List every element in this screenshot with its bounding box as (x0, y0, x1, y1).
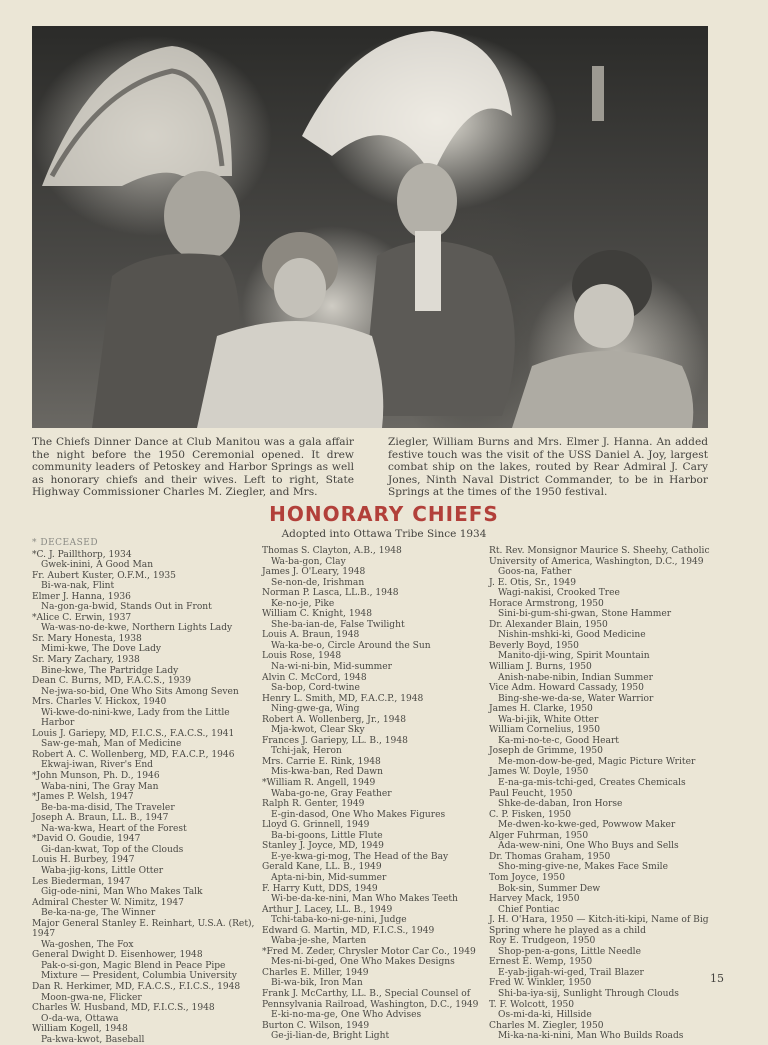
chief-name: Burton C. Wilson, 1949 (262, 1020, 370, 1031)
chief-entry (32, 898, 264, 919)
chief-name: Sr. Mary Honesta, 1938 (32, 633, 142, 644)
tribal-name: Be-ka-na-ge, The Winner (41, 908, 156, 919)
tribal-name: Moon-gwa-ne, Flicker (41, 992, 142, 1003)
tribal-name: Mja-kwot, Clear Sky (271, 725, 365, 736)
chief-name: Edward G. Martin, MD, F.I.C.S., 1949 (262, 925, 435, 936)
tribal-name: Me-mon-dow-be-ged, Magic Picture Writer (498, 756, 696, 767)
chief-name: C. P. Fisken, 1950 (489, 809, 572, 820)
tribal-name: She-ba-ian-de, False Twilight (271, 619, 405, 630)
chief-name: *C. J. Paillthorp, 1934 (32, 549, 132, 560)
tribal-name: E-na-ga-mis-tchi-ged, Creates Chemicals (498, 778, 686, 789)
chief-name: Robert A. C. Wollenberg, MD, F.A.C.P., 1946 (32, 749, 235, 760)
chief-name: William Cornelius, 1950 (489, 725, 601, 736)
chief-entry (32, 877, 264, 898)
tribal-name: Ada-wew-nini, One Who Buys and Sells (498, 841, 679, 852)
chief-entry (32, 834, 264, 855)
tribal-name: Manito-dji-wing, Spirit Mountain (498, 651, 650, 662)
chief-name: Robert A. Wollenberg, Jr., 1948 (262, 714, 406, 725)
tribal-name: Shi-ba-iya-sij, Sunlight Through Clouds (498, 988, 679, 999)
tribal-name: Gig-ode-nini, Man Who Makes Talk (41, 887, 203, 898)
chief-entry (489, 894, 721, 915)
chief-entry (489, 662, 721, 683)
tribal-name: Pak-o-si-gon, Magic Blend in Peace Pipe Mixture — President, Columbia University (41, 960, 237, 982)
chief-name: Fr. Aubert Kuster, O.F.M., 1935 (32, 570, 176, 581)
chief-name: Henry L. Smith, MD, F.A.C.P., 1948 (262, 693, 424, 704)
chief-entry (489, 578, 721, 599)
chief-entry (32, 982, 264, 1003)
chief-name: Horace Armstrong, 1950 (489, 598, 604, 609)
tribal-name: Waba-je-she, Marten (271, 936, 367, 947)
chief-entry (262, 862, 488, 883)
chief-name: Tom Joyce, 1950 (489, 872, 566, 883)
tribal-name: Bi-wa-bik, Iron Man (271, 978, 363, 989)
tribal-name: Bok-sin, Summer Dew (498, 883, 601, 894)
photo-illustration (32, 26, 708, 428)
chief-name: Harvey Mack, 1950 (489, 894, 580, 905)
tribal-name: Wa-was-no-de-kwe, Northern Lights Lady (41, 623, 233, 634)
chief-entry (262, 673, 488, 694)
chief-entry (262, 651, 488, 672)
chief-entry (489, 767, 721, 788)
chief-name: Fred W. Winkler, 1950 (489, 978, 592, 989)
tribal-name: Wa-ka-be-o, Circle Around the Sun (271, 640, 431, 651)
tribal-name: Pa-kwa-kwot, Baseball (41, 1034, 145, 1045)
page-title: HONORARY CHIEFS (269, 502, 499, 526)
chief-entry (489, 1000, 721, 1021)
chief-entry (489, 546, 721, 578)
chief-entry (32, 792, 264, 813)
chief-name: *William R. Angell, 1949 (262, 778, 376, 789)
chief-name: William Kogell, 1948 (32, 1024, 128, 1035)
chief-name: *David O. Goudie, 1947 (32, 834, 141, 845)
tribal-name: Os-mi-da-ki, Hillside (498, 1010, 592, 1021)
tribal-name: Shop-pen-a-gons, Little Needle (498, 946, 641, 957)
tribal-name: Saw-ge-mah, Man of Medicine (41, 739, 182, 750)
chief-entry (489, 978, 721, 999)
chief-name: Beverly Boyd, 1950 (489, 640, 579, 651)
chief-name: Frank J. McCarthy, LL. B., Special Counsel of Pennsylvania Railroad, Washington, D.C., 1949 (262, 988, 479, 1010)
tribal-name: Ekwaj-iwan, River's End (41, 760, 153, 771)
chief-entry (262, 588, 488, 609)
chief-entry (489, 873, 721, 894)
chief-name: Frances J. Gariepy, LL. B., 1948 (262, 735, 408, 746)
tribal-name: Na-wi-ni-bin, Mid-summer (271, 662, 393, 673)
tribal-name: Chief Pontiac (498, 904, 560, 915)
chief-entry (489, 936, 721, 957)
chief-name: J. H. O'Hara, 1950 — Kitch-iti-kipi, Name of Big Spring where he played as a child (489, 915, 709, 936)
tribal-name: Sa-bop, Cord-twine (271, 683, 360, 694)
chief-entry (262, 715, 488, 736)
chief-name: Charles E. Miller, 1949 (262, 967, 369, 978)
chief-name: Dean C. Burns, MD, F.A.C.S., 1939 (32, 676, 191, 687)
page-number: 15 (710, 972, 724, 985)
chief-name: Joseph A. Braun, LL. B., 1947 (32, 813, 169, 824)
tribal-name: Wi-kwe-do-nini-kwe, Lady from the Little Harbor (41, 707, 230, 729)
caption-left: The Chiefs Dinner Dance at Club Manitou was a gala affair the night before the 1950 Ceremonial opened. It drew community leaders of Petoskey and Harbor Springs as well as honorary chiefs and their wives. Left to right, State Highway Commissioner Charles M. Ziegler, and Mrs. (32, 436, 354, 499)
tribal-name: Mi-ka-na-ki-nini, Man Who Builds Roads (498, 1031, 684, 1042)
caption-right: Ziegler, William Burns and Mrs. Elmer J. Hanna. An added festive touch was the visit of the USS Daniel A. Joy, largest combat ship on the lakes, routed by Rear Admiral J. Cary Jones, Ninth Naval District Commander, to be in Harbor Springs at the times of the 1950 festival. (388, 436, 708, 499)
tribal-name: Mimi-kwe, The Dove Lady (41, 644, 162, 655)
chief-name: Norman P. Lasca, LL.B., 1948 (262, 588, 399, 599)
chief-entry (489, 620, 721, 641)
chief-name: Dan R. Herkimer, MD, F.A.C.S., F.I.C.S., 1948 (32, 981, 241, 992)
chief-entry (262, 926, 488, 947)
tribal-name: Ba-bi-goons, Little Flute (271, 830, 383, 841)
chief-entry (262, 546, 488, 567)
chief-name: Thomas S. Clayton, A.B., 1948 (262, 546, 402, 556)
tribal-name: Me-dwen-ko-kwe-ged, Powwow Maker (498, 820, 676, 831)
chief-entry (32, 813, 264, 834)
chief-entry (489, 725, 721, 746)
tribal-name: Ke-no-je, Pike (271, 598, 335, 609)
tribal-name: Goos-na, Father (498, 567, 572, 578)
chief-entry (489, 789, 721, 810)
tribal-name: Wa-goshen, The Fox (41, 939, 134, 950)
chief-entry (32, 729, 264, 750)
chief-name: James H. Clarke, 1950 (489, 704, 593, 715)
chief-name: Elmer J. Hanna, 1936 (32, 591, 131, 602)
chief-name: Dr. Alexander Blain, 1950 (489, 619, 608, 630)
chief-name: Ernest E. Wemp, 1950 (489, 957, 593, 968)
deceased-legend: * DECEASED (32, 538, 99, 548)
chief-entry (489, 683, 721, 704)
tribal-name: Wi-be-da-ke-nini, Man Who Makes Teeth (271, 894, 458, 905)
chief-name: Louis A. Braun, 1948 (262, 630, 360, 641)
chief-name: Joseph de Grimme, 1950 (489, 746, 603, 757)
tribal-name: E-ki-no-ma-ge, One Who Advises (271, 1010, 422, 1021)
chief-entry (32, 676, 264, 697)
tribal-name: Bing-she-we-da-se, Water Warrior (498, 693, 654, 704)
tribal-name: Tchi-jak, Heron (271, 746, 342, 757)
chief-entry (32, 771, 264, 792)
chief-entry (262, 609, 488, 630)
tribal-name: Bine-kwe, The Partridge Lady (41, 665, 179, 676)
chief-name: Charles M. Ziegler, 1950 (489, 1020, 604, 1031)
chief-name: James J. O'Leary, 1948 (262, 567, 366, 578)
chief-entry (489, 957, 721, 978)
tribal-name: Nishin-mshki-ki, Good Medicine (498, 630, 646, 641)
chief-entry (262, 694, 488, 715)
chief-entry (262, 567, 488, 588)
chief-entry (32, 697, 264, 729)
tribal-name: Ning-gwe-ga, Wing (271, 704, 360, 715)
chief-entry (32, 592, 264, 613)
tribal-name: Gi-dan-kwat, Top of the Clouds (41, 844, 184, 855)
tribal-name: Na-wa-kwa, Heart of the Forest (41, 823, 187, 834)
chief-name: *Fred M. Zeder, Chrysler Motor Car Co., 1949 (262, 946, 476, 957)
tribal-name: Na-gon-ga-bwid, Stands Out in Front (41, 602, 212, 613)
chief-entry (32, 750, 264, 771)
chief-entry (262, 799, 488, 820)
tribal-name: Ge-ji-lian-de, Bright Light (271, 1031, 390, 1042)
chief-entry (489, 704, 721, 725)
chief-name: Louis Rose, 1948 (262, 651, 342, 662)
tribal-name: Tchi-taba-ko-ni-ge-nini, Judge (271, 915, 407, 926)
chief-entry (489, 915, 721, 936)
tribal-name: Waba-nini, The Gray Man (41, 781, 159, 792)
chief-name: Charles W. Husband, MD, F.I.C.S., 1948 (32, 1003, 215, 1014)
tribal-name: Se-non-de, Irishman (271, 577, 365, 588)
chief-entry (489, 831, 721, 852)
chief-entry (262, 757, 488, 778)
chief-name: Roy E. Trudgeon, 1950 (489, 936, 596, 947)
chief-entry (262, 968, 488, 989)
chief-entry (32, 1024, 264, 1045)
chief-name: Sr. Mary Zachary, 1938 (32, 655, 140, 666)
chief-name: Major General Stanley E. Reinhart, U.S.A. (Ret), 1947 (32, 918, 255, 940)
chief-entry (32, 919, 264, 951)
chief-name: Lloyd G. Grinnell, 1949 (262, 820, 370, 831)
chief-name: James W. Doyle, 1950 (489, 767, 589, 778)
tribal-name: Be-ba-ma-disid, The Traveler (41, 802, 175, 813)
tribal-name: Wagi-nakisi, Crooked Tree (498, 588, 620, 599)
chief-name: Dr. Thomas Graham, 1950 (489, 851, 611, 862)
chief-entry (32, 613, 264, 634)
chief-name: *James P. Welsh, 1947 (32, 792, 134, 803)
chief-name: *John Munson, Ph. D., 1946 (32, 771, 160, 782)
chief-entry (262, 736, 488, 757)
tribal-name: Sho-ming-give-ne, Makes Face Smile (498, 862, 668, 873)
tribal-name: Shke-de-daban, Iron Horse (498, 799, 623, 810)
chief-name: T. F. Wolcott, 1950 (489, 999, 575, 1010)
chief-name: Mrs. Carrie E. Rink, 1948 (262, 756, 381, 767)
chief-entry (489, 810, 721, 831)
chief-name: Paul Feucht, 1950 (489, 788, 573, 799)
tribal-name: E-ye-kwa-gi-mog, The Head of the Bay (271, 851, 449, 862)
chief-name: Louis H. Burbey, 1947 (32, 855, 135, 866)
chief-entry (262, 905, 488, 926)
chief-entry (262, 947, 488, 968)
chief-entry (262, 820, 488, 841)
chief-entry (262, 778, 488, 799)
chief-entry (489, 746, 721, 767)
chief-name: Rt. Rev. Monsignor Maurice S. Sheehy, Catholic University of America, Washington, D.C., 1949 (489, 546, 710, 567)
tribal-name: Wa-ba-gon, Clay (271, 556, 346, 567)
tribal-name: Anish-nabe-nibin, Indian Summer (498, 672, 654, 683)
tribal-name: Mis-kwa-ban, Red Dawn (271, 767, 383, 778)
chief-entry (32, 655, 264, 676)
chief-name: Admiral Chester W. Nimitz, 1947 (32, 897, 184, 908)
chief-name: William C. Knight, 1948 (262, 609, 372, 620)
chief-name: J. E. Otis, Sr., 1949 (489, 577, 576, 588)
chief-name: F. Harry Kutt, DDS, 1949 (262, 883, 378, 894)
chief-entry (489, 599, 721, 620)
event-photo (32, 26, 708, 428)
page-subtitle: Adopted into Ottawa Tribe Since 1934 (281, 528, 487, 540)
chief-name: Arthur J. Lacey, LL. B., 1949 (262, 904, 393, 915)
chief-name: Mrs. Charles V. Hickox, 1940 (32, 697, 167, 708)
chiefs-column-3 (489, 546, 721, 1042)
chief-name: William J. Burns, 1950 (489, 662, 592, 673)
chief-name: Stanley J. Joyce, MD, 1949 (262, 841, 384, 852)
chief-entry (489, 852, 721, 873)
chief-name: Vice Adm. Howard Cassady, 1950 (489, 683, 644, 694)
chiefs-column-2 (262, 546, 488, 1042)
chief-entry (489, 641, 721, 662)
tribal-name: Mes-ni-bi-ged, One Who Makes Designs (271, 957, 455, 968)
tribal-name: E-gin-dasod, One Who Makes Figures (271, 809, 446, 820)
chief-name: Alvin C. McCord, 1948 (262, 672, 367, 683)
tribal-name: O-da-wa, Ottawa (41, 1013, 119, 1024)
tribal-name: Waba-go-ne, Gray Feather (271, 788, 392, 799)
chief-entry (32, 571, 264, 592)
chief-entry (32, 855, 264, 876)
chief-name: *Alice C. Erwin, 1937 (32, 612, 132, 623)
chiefs-column-1 (32, 538, 264, 1045)
chief-name: Alger Fuhrman, 1950 (489, 830, 589, 841)
chief-entry (262, 841, 488, 862)
tribal-name: Wa-bi-jik, White Otter (498, 714, 599, 725)
tribal-name: Apta-ni-bin, Mid-summer (271, 872, 387, 883)
chief-entry (262, 884, 488, 905)
chief-entry (262, 630, 488, 651)
chief-entry (32, 1003, 264, 1024)
tribal-name: Ka-mi-no-te-c, Good Heart (498, 735, 619, 746)
tribal-name: Gwek-inini, A Good Man (41, 560, 154, 571)
chief-entry (32, 634, 264, 655)
tribal-name: E-yab-jigah-wi-ged, Trail Blazer (498, 967, 644, 978)
chief-name: Ralph R. Genter, 1949 (262, 799, 365, 810)
chief-name: Louis J. Gariepy, MD, F.I.C.S., F.A.C.S., 1941 (32, 728, 235, 739)
chief-entry (32, 950, 264, 982)
tribal-name: Sini-bi-gum-shi-gwan, Stone Hammer (498, 609, 672, 620)
chief-entry (262, 989, 488, 1021)
chief-entry (32, 550, 264, 571)
tribal-name: Waba-jig-kons, Little Otter (41, 865, 164, 876)
tribal-name: Ne-jwa-so-bid, One Who Sits Among Seven (41, 686, 239, 697)
chief-name: Les Biederman, 1947 (32, 876, 131, 887)
tribal-name: Bi-wa-nak, Flint (41, 581, 115, 592)
chief-name: Gerald Kane, LL. B., 1949 (262, 862, 382, 873)
chief-name: General Dwight D. Eisenhower, 1948 (32, 950, 203, 961)
